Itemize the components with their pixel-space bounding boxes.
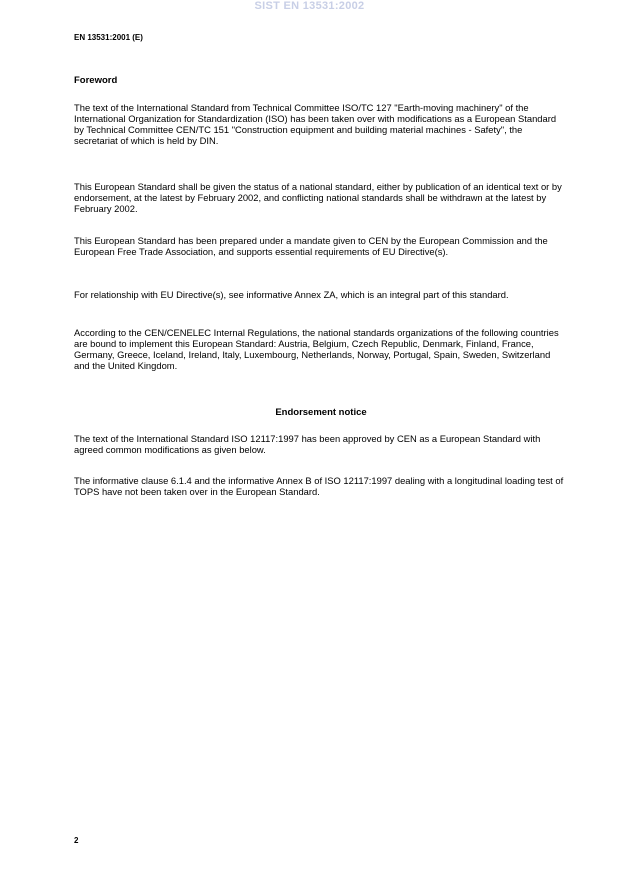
foreword-paragraph-3: This European Standard has been prepared under a mandate given to CEN by the European Commission and the European Free Trade Association, and supports essential requirements of EU Directive(s).	[74, 235, 548, 257]
endorsement-paragraph-1: The text of the International Standard ISO 12117:1997 has been approved by CEN as a European Standard with agreed common modifications as given below.	[74, 433, 541, 455]
document-id: EN 13531:2001 (E)	[74, 33, 143, 42]
watermark: SIST EN 13531:2002	[254, 0, 365, 12]
foreword-paragraph-4: For relationship with EU Directive(s), see informative Annex ZA, which is an integral part of this standard.	[74, 289, 509, 300]
endorsement-paragraph-2: The informative clause 6.1.4 and the informative Annex B of ISO 12117:1997 dealing with a longitudinal loading test of TOPS have not been taken over in the European Standard.	[74, 475, 564, 497]
page-number: 2	[74, 836, 79, 845]
foreword-heading: Foreword	[74, 75, 118, 86]
foreword-paragraph-5: According to the CEN/CENELEC Internal Regulations, the national standards organizations of the following countries are bound to implement this European Standard: Austria, Belgium, Czech Republic, Denmark, Finland, France, Germany, Greece, Iceland, Ireland, Italy, Luxembourg, Netherlands, Norway, Portugal, Spain, Sweden, Switzerland and the United Kingdom.	[74, 327, 559, 371]
foreword-paragraph-2: This European Standard shall be given the status of a national standard, either by publication of an identical text or by endorsement, at the latest by February 2002, and conflicting national standards shall be withdrawn at the latest by February 2002.	[74, 181, 562, 214]
endorsement-heading: Endorsement notice	[275, 407, 367, 418]
foreword-paragraph-1: The text of the International Standard from Technical Committee ISO/TC 127 "Earth-moving machinery" of the International Organization for Standardization (ISO) has been taken over with modifications as a European Standard by Technical Committee CEN/TC 151 "Construction equipment and building material machines - Safety", the secretariat of which is held by DIN.	[74, 102, 557, 146]
